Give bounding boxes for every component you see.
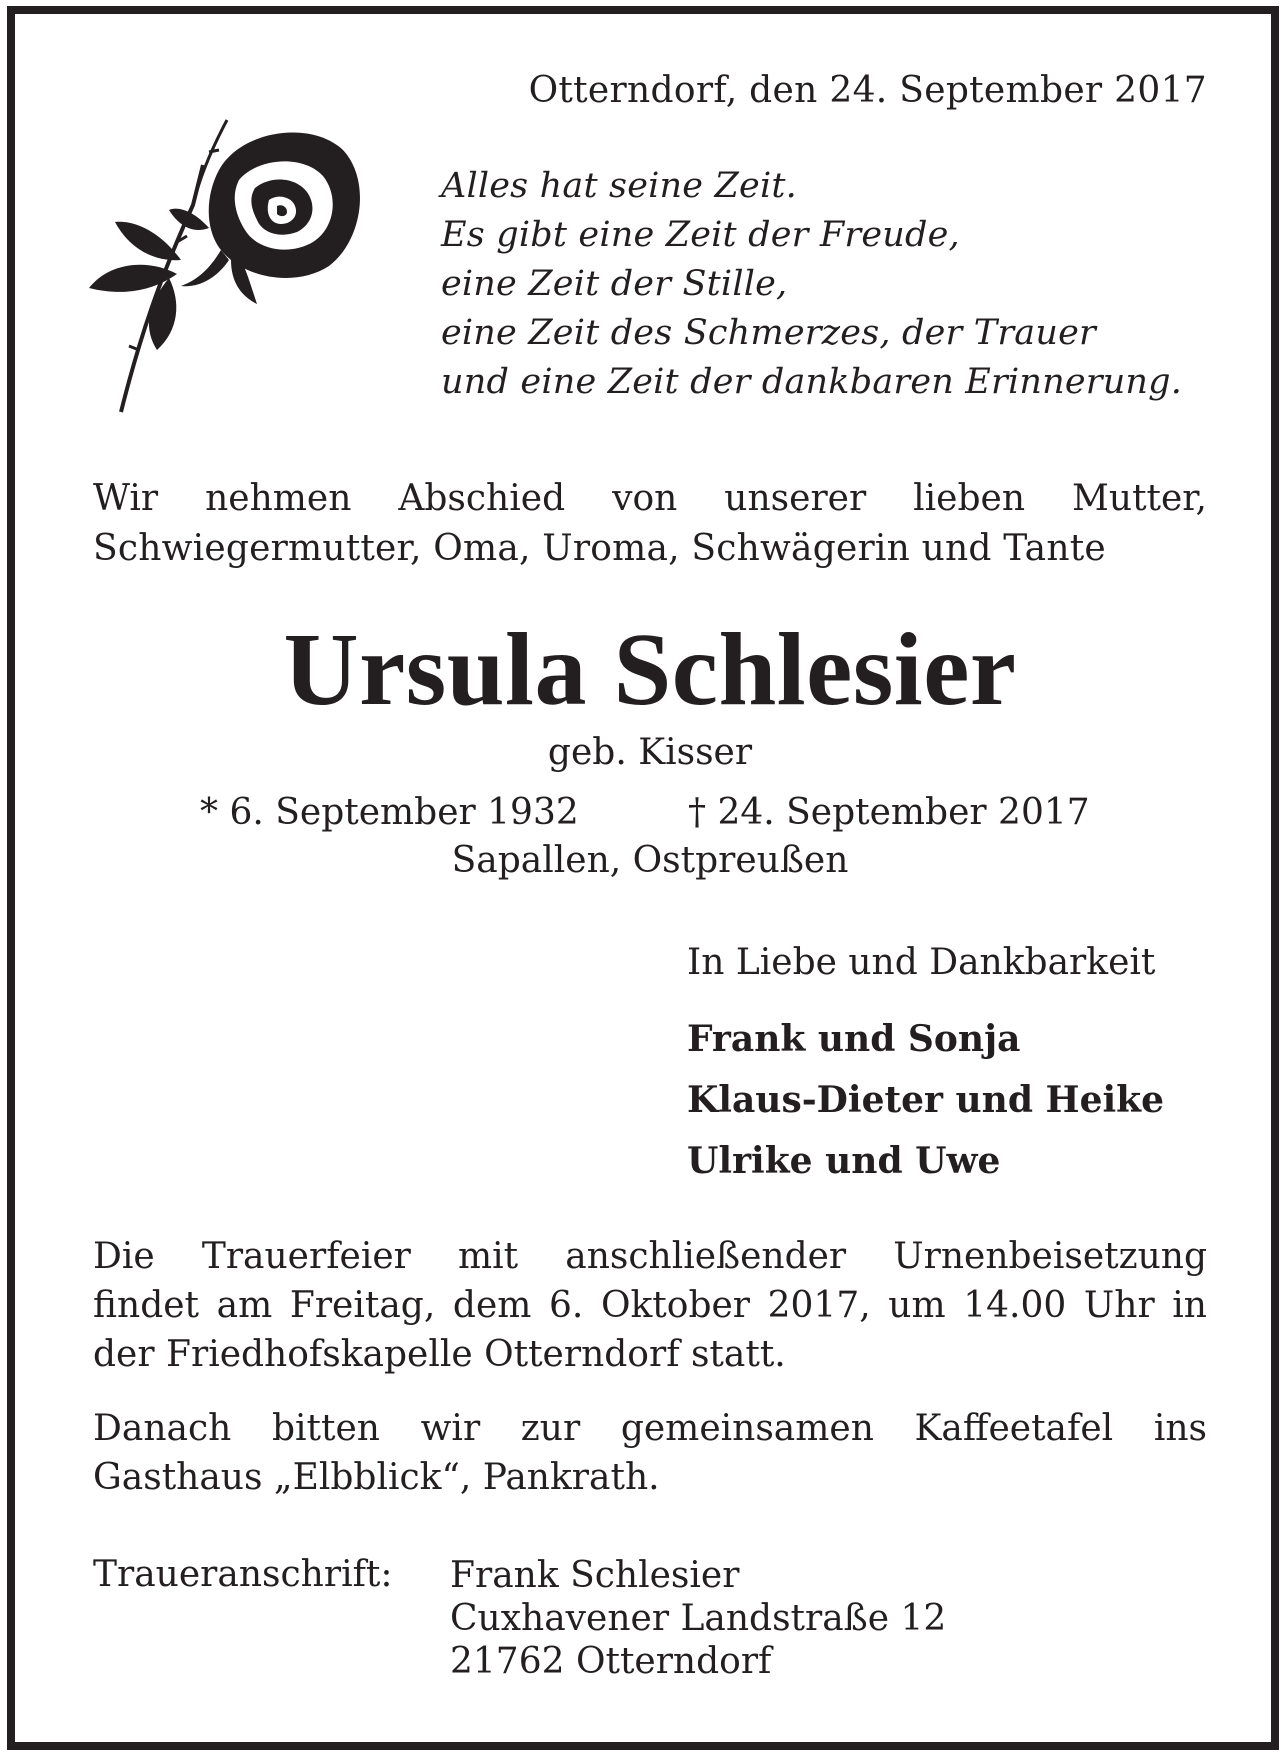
coffee-line: Gasthaus „Elbblick“, Pankrath. [93, 1457, 660, 1498]
rose-icon [81, 110, 371, 420]
address-label: Traueranschrift: [93, 1554, 393, 1595]
funeral-paragraph [93, 1232, 1207, 1379]
intro-line: Schwiegermutter, Oma, Uroma, Schwägerin und Tante [93, 528, 1106, 569]
maiden-name: geb. Kisser [547, 732, 753, 773]
poem [441, 162, 1182, 407]
mourners-heading: In Liebe und Dankbarkeit [687, 942, 1156, 983]
funeral-line: findet am Freitag, dem 6. Oktober 2017, um 14.00 Uhr in [93, 1285, 1207, 1326]
coffee-line: Danach bitten wir zur gemeinsamen Kaffeetafel ins [93, 1408, 1207, 1449]
obituary-notice [93, 14, 1207, 1742]
poem-line: eine Zeit der Stille, [441, 264, 788, 304]
address-line: 21762 Otterndorf [450, 1641, 772, 1682]
coffee-paragraph [93, 1404, 1207, 1502]
poem-line: Es gibt eine Zeit der Freude, [441, 215, 960, 255]
poem-line: eine Zeit des Schmerzes, der Trauer [441, 313, 1096, 353]
intro-line: Wir nehmen Abschied von unserer lieben Mutter, [93, 478, 1207, 519]
poem-line: und eine Zeit der dankbaren Erinnerung. [441, 362, 1183, 402]
poem-line: Alles hat seine Zeit. [441, 166, 797, 206]
address-line: Cuxhavener Landstraße 12 [450, 1598, 947, 1639]
funeral-line: der Friedhofskapelle Otterndorf statt. [93, 1334, 786, 1375]
birth-date: * 6. September 1932 [200, 792, 579, 833]
notice-frame [7, 6, 1279, 1750]
mourners-list [687, 1009, 1164, 1192]
mourner-name: Frank und Sonja [687, 1018, 1021, 1060]
deceased-name: Ursula Schlesier [283, 612, 1017, 727]
death-date: † 24. September 2017 [688, 792, 1090, 833]
mourning-address [450, 1554, 946, 1683]
address-line: Frank Schlesier [450, 1555, 740, 1596]
intro-text [93, 474, 1207, 574]
place-date: Otterndorf, den 24. September 2017 [528, 70, 1207, 111]
mourner-name: Ulrike und Uwe [687, 1140, 1001, 1182]
funeral-line: Die Trauerfeier mit anschließender Urnenbeisetzung [93, 1236, 1207, 1277]
birthplace: Sapallen, Ostpreußen [451, 840, 849, 881]
mourner-name: Klaus-Dieter und Heike [687, 1079, 1164, 1121]
